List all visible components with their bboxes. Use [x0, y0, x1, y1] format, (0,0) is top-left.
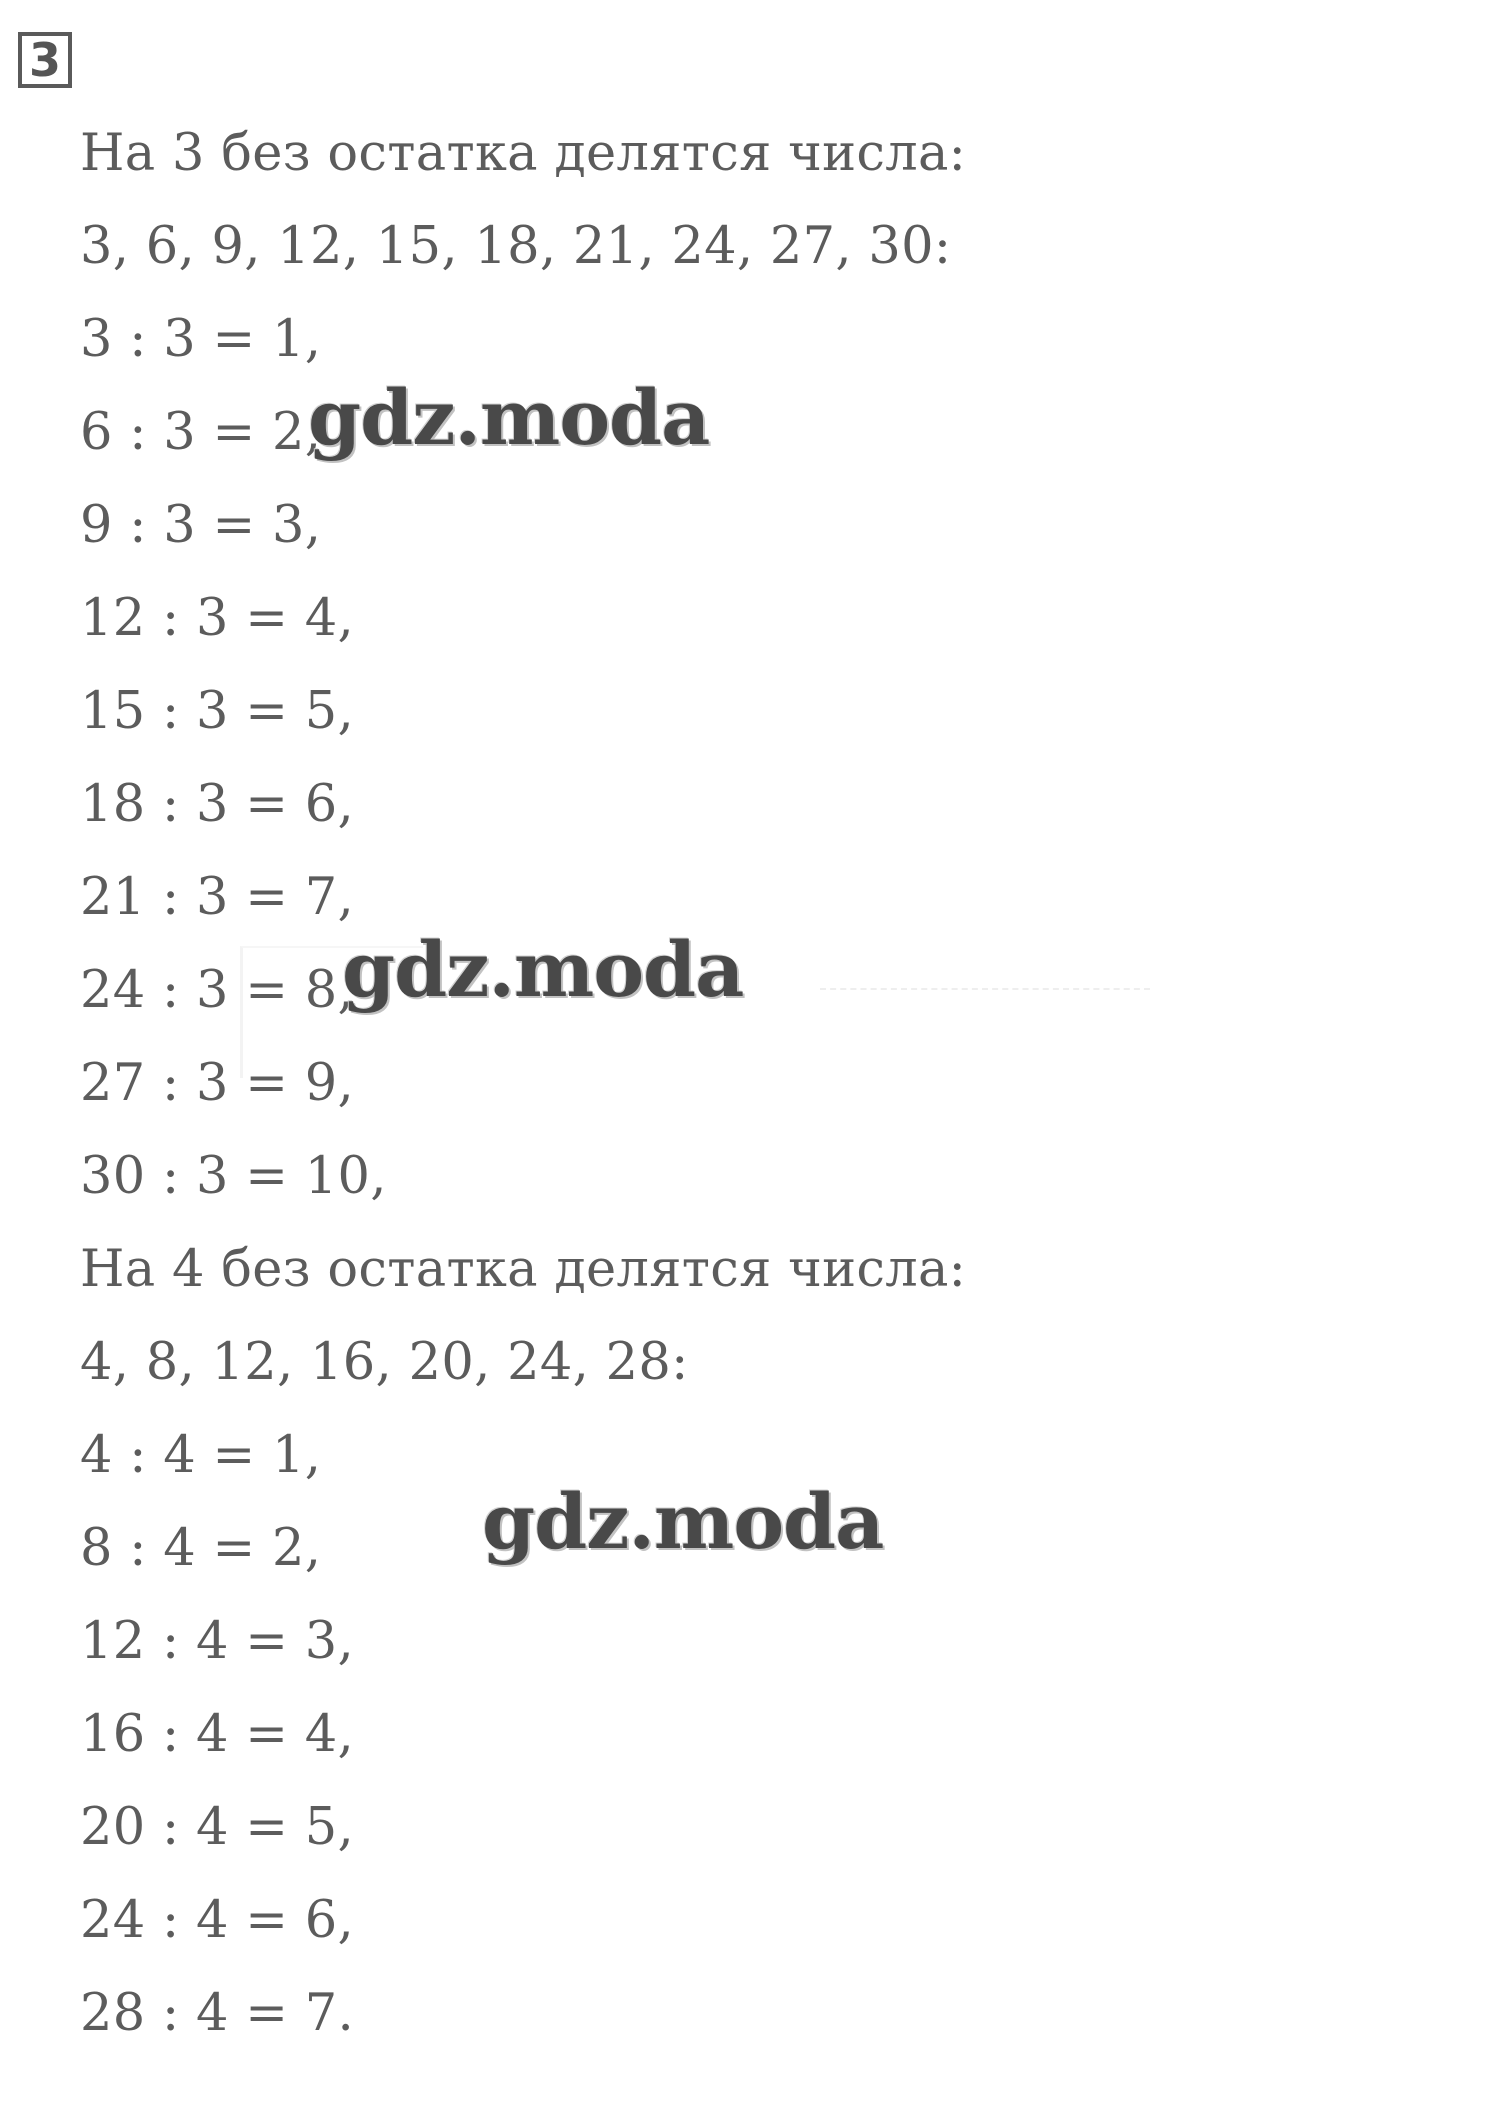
text-line: 12 : 4 = 3,: [80, 1612, 355, 1671]
text-line: 3 : 3 = 1,: [80, 310, 322, 369]
text-line: 9 : 3 = 3,: [80, 496, 322, 555]
text-line: На 3 без остатка делятся числа:: [80, 124, 967, 183]
text-line: 21 : 3 = 7,: [80, 868, 355, 927]
text-line: На 4 без остатка делятся числа:: [80, 1240, 967, 1299]
watermark: gdz.moda: [342, 925, 744, 1014]
text-line: 4, 8, 12, 16, 20, 24, 28:: [80, 1333, 689, 1392]
text-line: 15 : 3 = 5,: [80, 682, 355, 741]
text-line: 8 : 4 = 2,: [80, 1519, 322, 1578]
text-line: 27 : 3 = 9,: [80, 1054, 355, 1113]
text-line: 4 : 4 = 1,: [80, 1426, 322, 1485]
text-line: 30 : 3 = 10,: [80, 1147, 387, 1206]
text-line: 24 : 4 = 6,: [80, 1891, 355, 1950]
text-line: 6 : 3 = 2,: [80, 403, 322, 462]
text-line: 12 : 3 = 4,: [80, 589, 355, 648]
task-number-badge: 3: [18, 32, 72, 88]
text-line: 16 : 4 = 4,: [80, 1705, 355, 1764]
text-line: 3, 6, 9, 12, 15, 18, 21, 24, 27, 30:: [80, 217, 952, 276]
faint-scan-line: [820, 988, 1150, 990]
text-line: 18 : 3 = 6,: [80, 775, 355, 834]
text-line: 28 : 4 = 7.: [80, 1984, 355, 2043]
text-line: 20 : 4 = 5,: [80, 1798, 355, 1857]
text-line: 24 : 3 = 8,: [80, 961, 355, 1020]
watermark: gdz.moda: [482, 1477, 884, 1566]
watermark: gdz.moda: [308, 373, 710, 462]
